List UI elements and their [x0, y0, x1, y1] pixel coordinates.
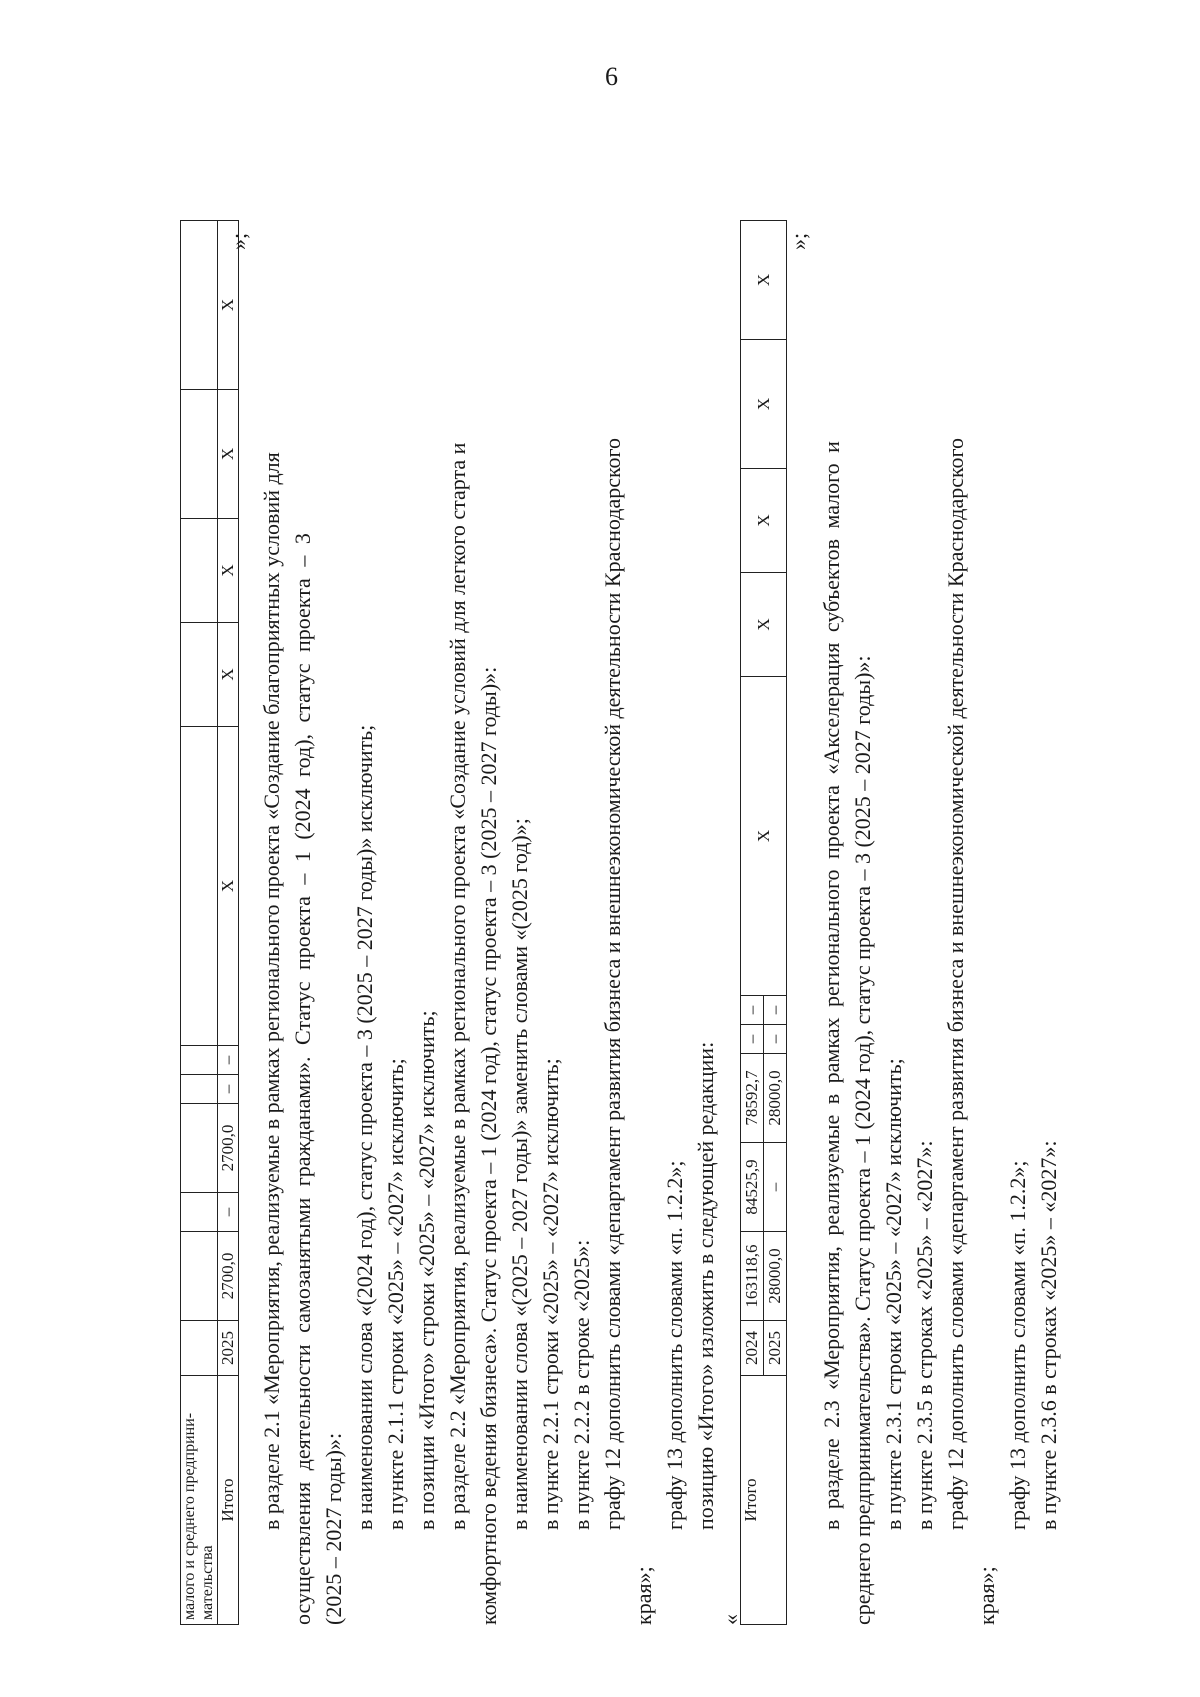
table-cell-empty: [181, 1232, 218, 1321]
table-cell-value: –: [764, 1025, 787, 1054]
table-itogo: [740, 220, 787, 1625]
table-cell-value: –: [764, 996, 787, 1025]
table-row: [741, 221, 764, 1625]
table-cell-value: X: [218, 623, 239, 727]
table-cell-value: –: [764, 1143, 787, 1232]
table-cell-empty: [181, 1075, 218, 1104]
paragraph-line: (2025 – 2027 годы)»:: [321, 1432, 346, 1625]
paragraph-line: графу 12 дополнить словами «департамент развития бизнеса и внешнеэкономической деятельности Краснодарского: [943, 437, 968, 1530]
table-cell-value: X: [218, 221, 239, 390]
table-cell-empty: [181, 221, 218, 390]
table-cell-empty: [181, 1046, 218, 1075]
table-cell-label: Итого: [741, 1376, 787, 1625]
table-cell-value: X: [218, 727, 239, 1046]
table-cell-value: 2700,0: [218, 1104, 239, 1193]
paragraph-line: графу 13 дополнить словами «п. 1.2.2»;: [1005, 1160, 1030, 1530]
table-cell-value: –: [741, 996, 764, 1025]
table-cell-value: –: [218, 1075, 239, 1104]
table-cell-year: 2024: [741, 1321, 764, 1376]
table-cell-empty: [181, 727, 218, 1046]
table-cell-empty: [181, 1321, 218, 1376]
paragraph-line: в разделе 2.2 «Мероприятия, реализуемые в рамках регионального проекта «Создание условий для легкого старта и: [445, 442, 470, 1530]
table-cell-label: Итого: [218, 1376, 239, 1625]
table-header-line1: малого и среднего предприни-: [181, 1412, 198, 1620]
table-cell-empty: [181, 1104, 218, 1193]
paragraph-line: в наименовании слова «(2025 – 2027 годы)» заменить словами «(2025 год)»;: [507, 818, 532, 1530]
paragraph-line: позицию «Итого» изложить в следующей редакции:: [693, 1041, 718, 1530]
table-cell-value: –: [218, 1046, 239, 1075]
paragraph-line: графу 13 дополнить словами «п. 1.2.2»;: [662, 1160, 687, 1530]
quote-close: »;: [226, 232, 251, 250]
table-cell-value: 78592,7: [741, 1054, 764, 1143]
page-number: 6: [605, 62, 618, 91]
table-cell-year: 2025: [764, 1321, 787, 1376]
paragraph-line: в пункте 2.2.1 строки «2025» – «2027» исключить;: [538, 1058, 563, 1530]
paragraph-line: в разделе 2.1 «Мероприятия, реализуемые в рамках регионального проекта «Создание благоприятных условий для: [259, 452, 284, 1530]
table-cell-x: X: [741, 469, 787, 573]
table-cell-x: X: [741, 573, 787, 677]
paragraph-line: края»;: [631, 1566, 656, 1625]
paragraph-line: комфортного ведения бизнеса». Статус проекта – 1 (2024 год), статус проекта – 3 (2025 – 2027 годы)»:: [476, 666, 501, 1625]
paragraph-line: в пункте 2.3.1 строки «2025» – «2027» исключить;: [881, 1058, 906, 1530]
paragraph-line: в пункте 2.2.2 в строке «2025»:: [569, 1239, 594, 1530]
quote-open: «: [718, 1614, 743, 1625]
table-top: [180, 220, 239, 1625]
table-cell-empty: [181, 1193, 218, 1232]
rotated-content: [180, 220, 1080, 1625]
table-cell-year: 2025: [218, 1321, 239, 1376]
table-cell-x: X: [741, 340, 787, 469]
table-header-line2: мательства: [199, 1545, 216, 1620]
table-cell-empty: [181, 390, 218, 519]
paragraph-line: графу 12 дополнить словами «департамент развития бизнеса и внешнеэкономической деятельности Краснодарского: [600, 437, 625, 1530]
paragraph-line: края»;: [974, 1566, 999, 1625]
paragraph-line: в пункте 2.1.1 строки «2025» – «2027» исключить;: [383, 1058, 408, 1530]
table-cell-value: 84525,9: [741, 1143, 764, 1232]
table-cell-x: X: [741, 221, 787, 340]
table-cell-value: 28000,0: [764, 1232, 787, 1321]
paragraph-line: среднего предпринимательства». Статус проекта – 1 (2024 год), статус проекта – 3 (2025 – 2027 годы)»:: [850, 655, 875, 1625]
table-cell-x: X: [741, 677, 787, 996]
paragraph-line: осуществления деятельности самозанятыми гражданами». Статус проекта – 1 (2024 год), статус проекта – 3: [290, 533, 315, 1625]
table-cell-value: –: [741, 1025, 764, 1054]
table-row: [181, 221, 218, 1625]
table-cell-empty: [181, 623, 218, 727]
table-cell-value: 163118,6: [741, 1232, 764, 1321]
table-header-cell: [181, 1376, 218, 1625]
paragraph-line: в пункте 2.3.5 в строках «2025» – «2027»:: [912, 1140, 937, 1530]
table-cell-value: 28000,0: [764, 1054, 787, 1143]
table-cell-value: X: [218, 519, 239, 623]
quote-close: »;: [786, 232, 811, 250]
table-cell-value: –: [218, 1193, 239, 1232]
paragraph-line: в позиции «Итого» строки «2025» – «2027» исключить;: [414, 1010, 439, 1530]
table-cell-value: 2700,0: [218, 1232, 239, 1321]
table-cell-empty: [181, 519, 218, 623]
paragraph-line: в наименовании слова «(2024 год), статус проекта – 3 (2025 – 2027 годы)» исключить;: [352, 724, 377, 1530]
paragraph-line: в разделе 2.3 «Мероприятия, реализуемые в рамках регионального проекта «Акселерация субъектов малого и: [819, 441, 844, 1530]
table-row: [218, 221, 239, 1625]
table-cell-value: X: [218, 390, 239, 519]
paragraph-line: в пункте 2.3.6 в строках «2025» – «2027»:: [1036, 1140, 1061, 1530]
